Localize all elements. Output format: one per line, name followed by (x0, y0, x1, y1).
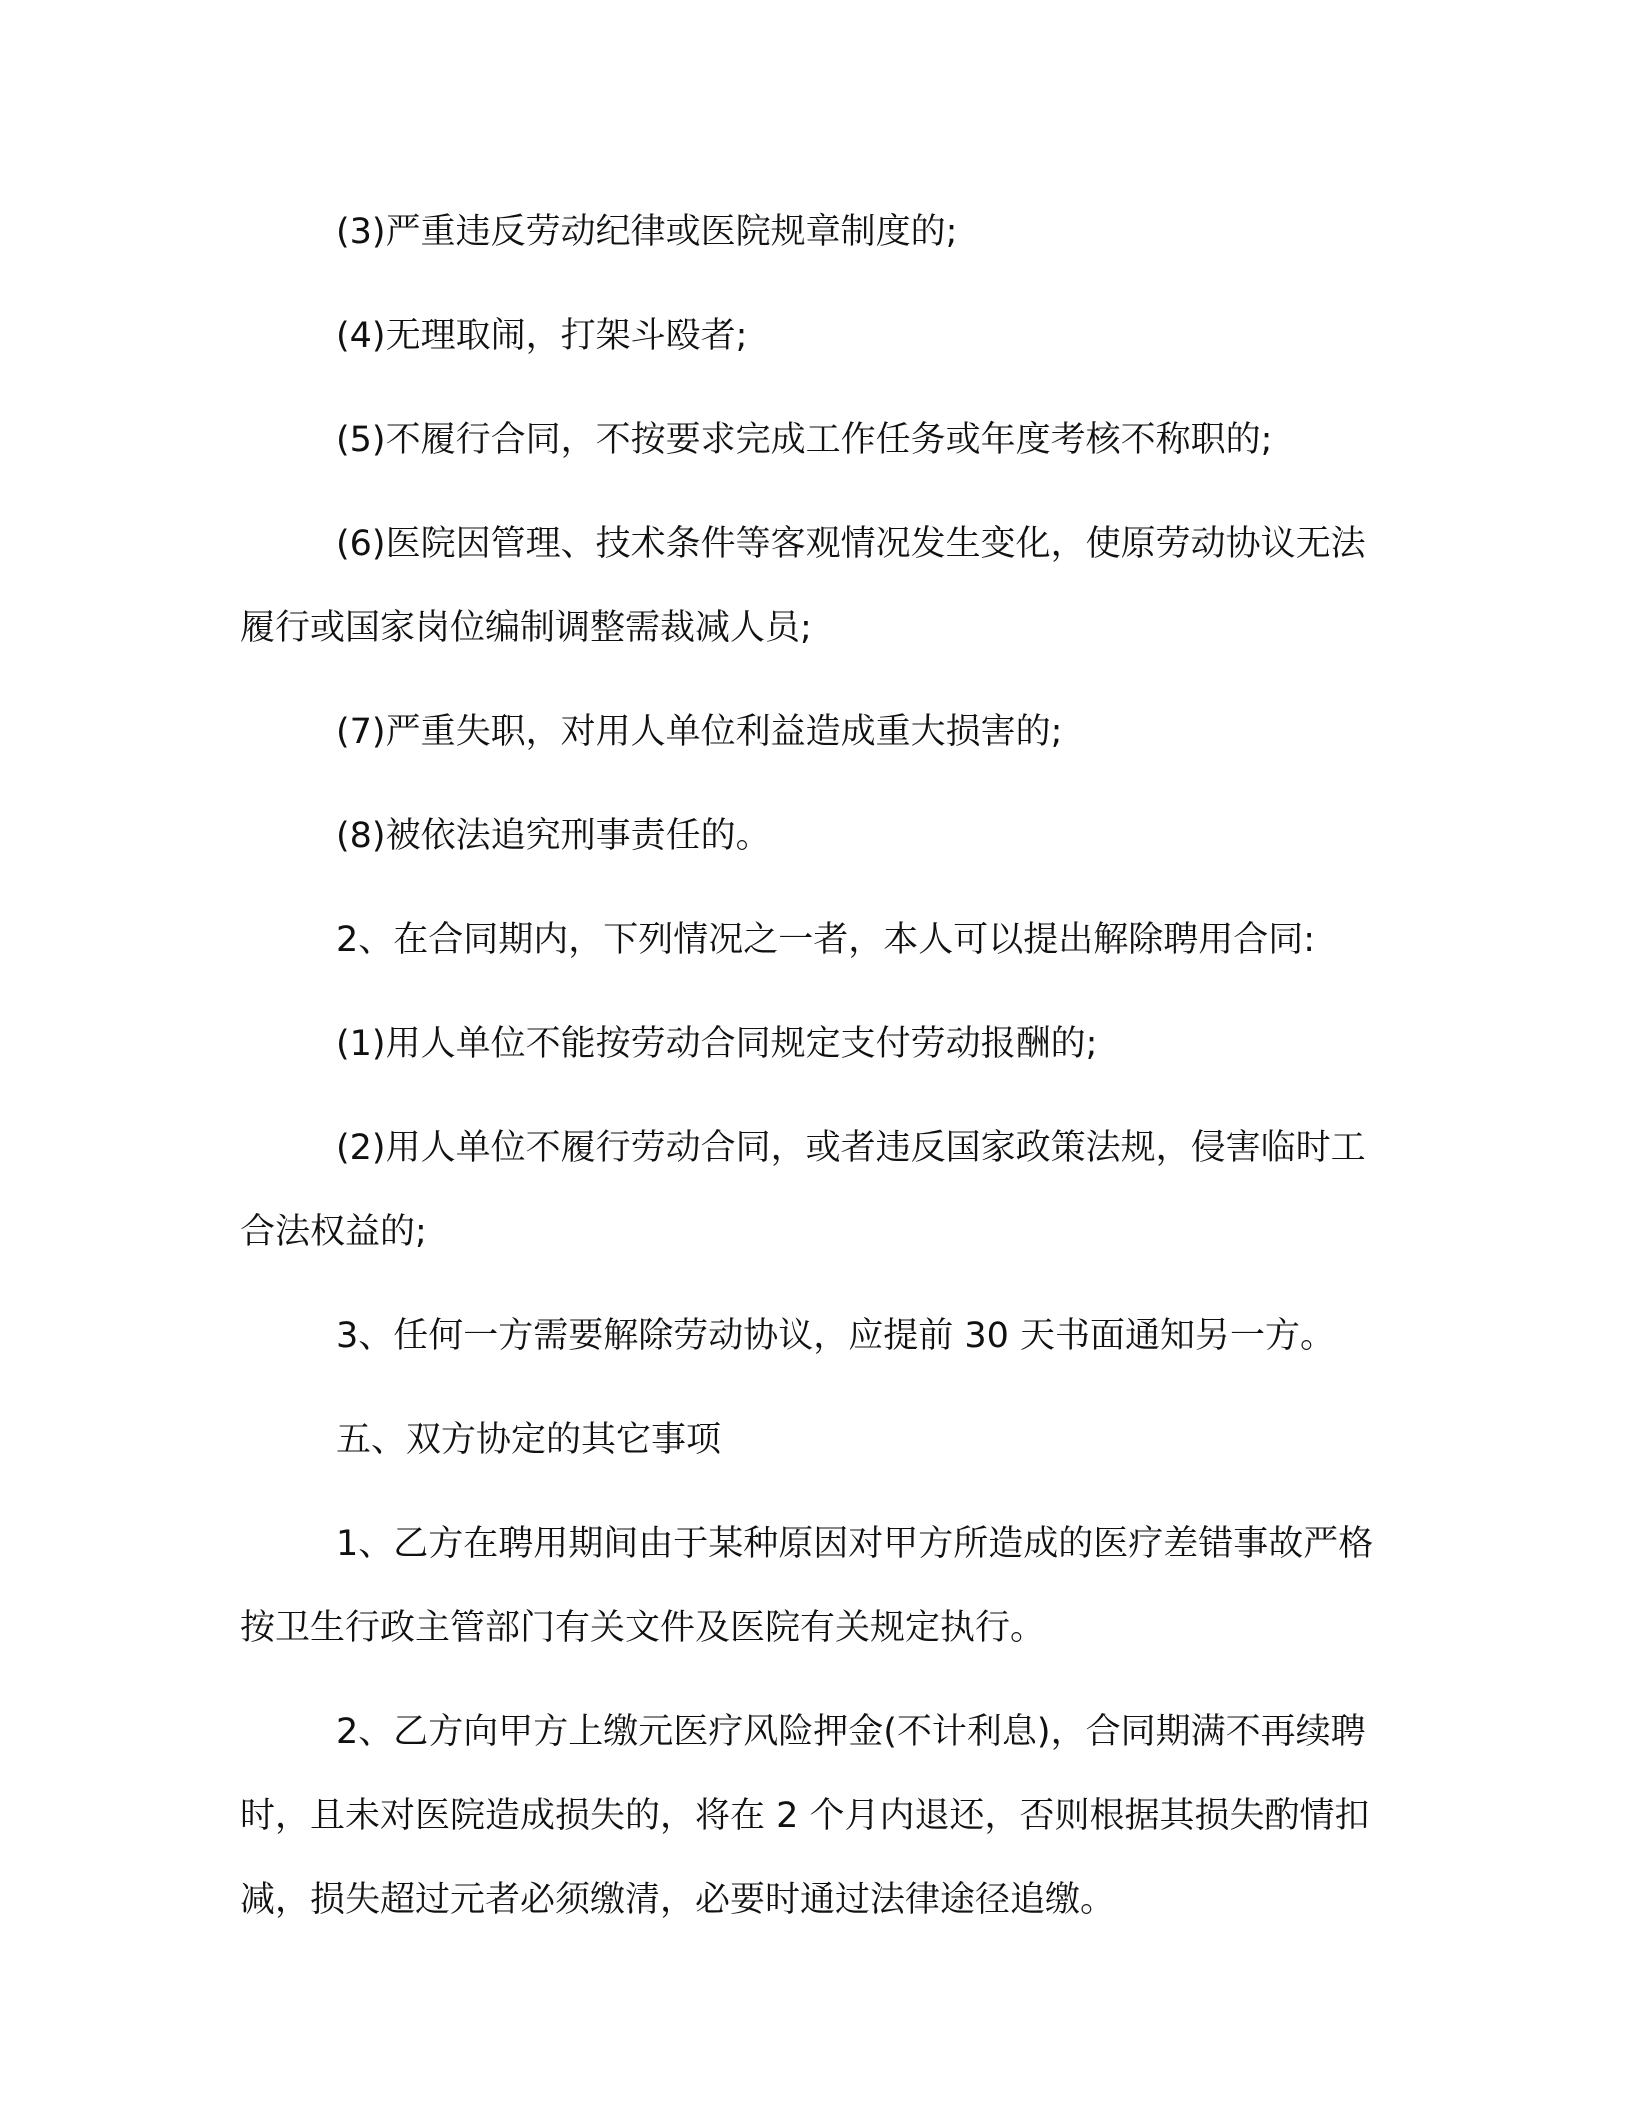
clause-4: (4)无理取闹，打架斗殴者; (336, 316, 748, 356)
clause-6: (6)医院因管理、技术条件等客观情况发生变化，使原劳动协议无法履行或国家岗位编制调整需裁减人员; (240, 524, 1366, 648)
chapter-5-heading: 五、双方协定的其它事项 (336, 1420, 722, 1460)
clause-7: (7)严重失职，对用人单位利益造成重大损害的; (336, 712, 1063, 752)
other-matters-1: 1、乙方在聘用期间由于某种原因对甲方所造成的医疗差错事故严格按卫生行政主管部门有关文件及医院有关规定执行。 (240, 1524, 1374, 1648)
employee-clause-1: (1)用人单位不能按劳动合同规定支付劳动报酬的; (336, 1024, 1098, 1064)
other-matters-2: 2、乙方向甲方上缴元医疗风险押金(不计利息)，合同期满不再续聘时，且未对医院造成损失的，将在 2 个月内退还，否则根据其损失酌情扣减，损失超过元者必须缴清，必要时通过法律途径追缴。 (240, 1712, 1370, 1920)
section-2-heading: 2、在合同期内，下列情况之一者，本人可以提出解除聘用合同: (336, 920, 1316, 960)
clause-3: (3)严重违反劳动纪律或医院规章制度的; (336, 212, 958, 252)
section-3-notice: 3、任何一方需要解除劳动协议，应提前 30 天书面通知另一方。 (336, 1316, 1336, 1356)
clause-8: (8)被依法追究刑事责任的。 (336, 816, 771, 856)
document-body (240, 190, 1380, 1962)
employee-clause-2: (2)用人单位不履行劳动合同，或者违反国家政策法规，侵害临时工合法权益的; (240, 1128, 1366, 1252)
clause-5: (5)不履行合同，不按要求完成工作任务或年度考核不称职的; (336, 420, 1273, 460)
